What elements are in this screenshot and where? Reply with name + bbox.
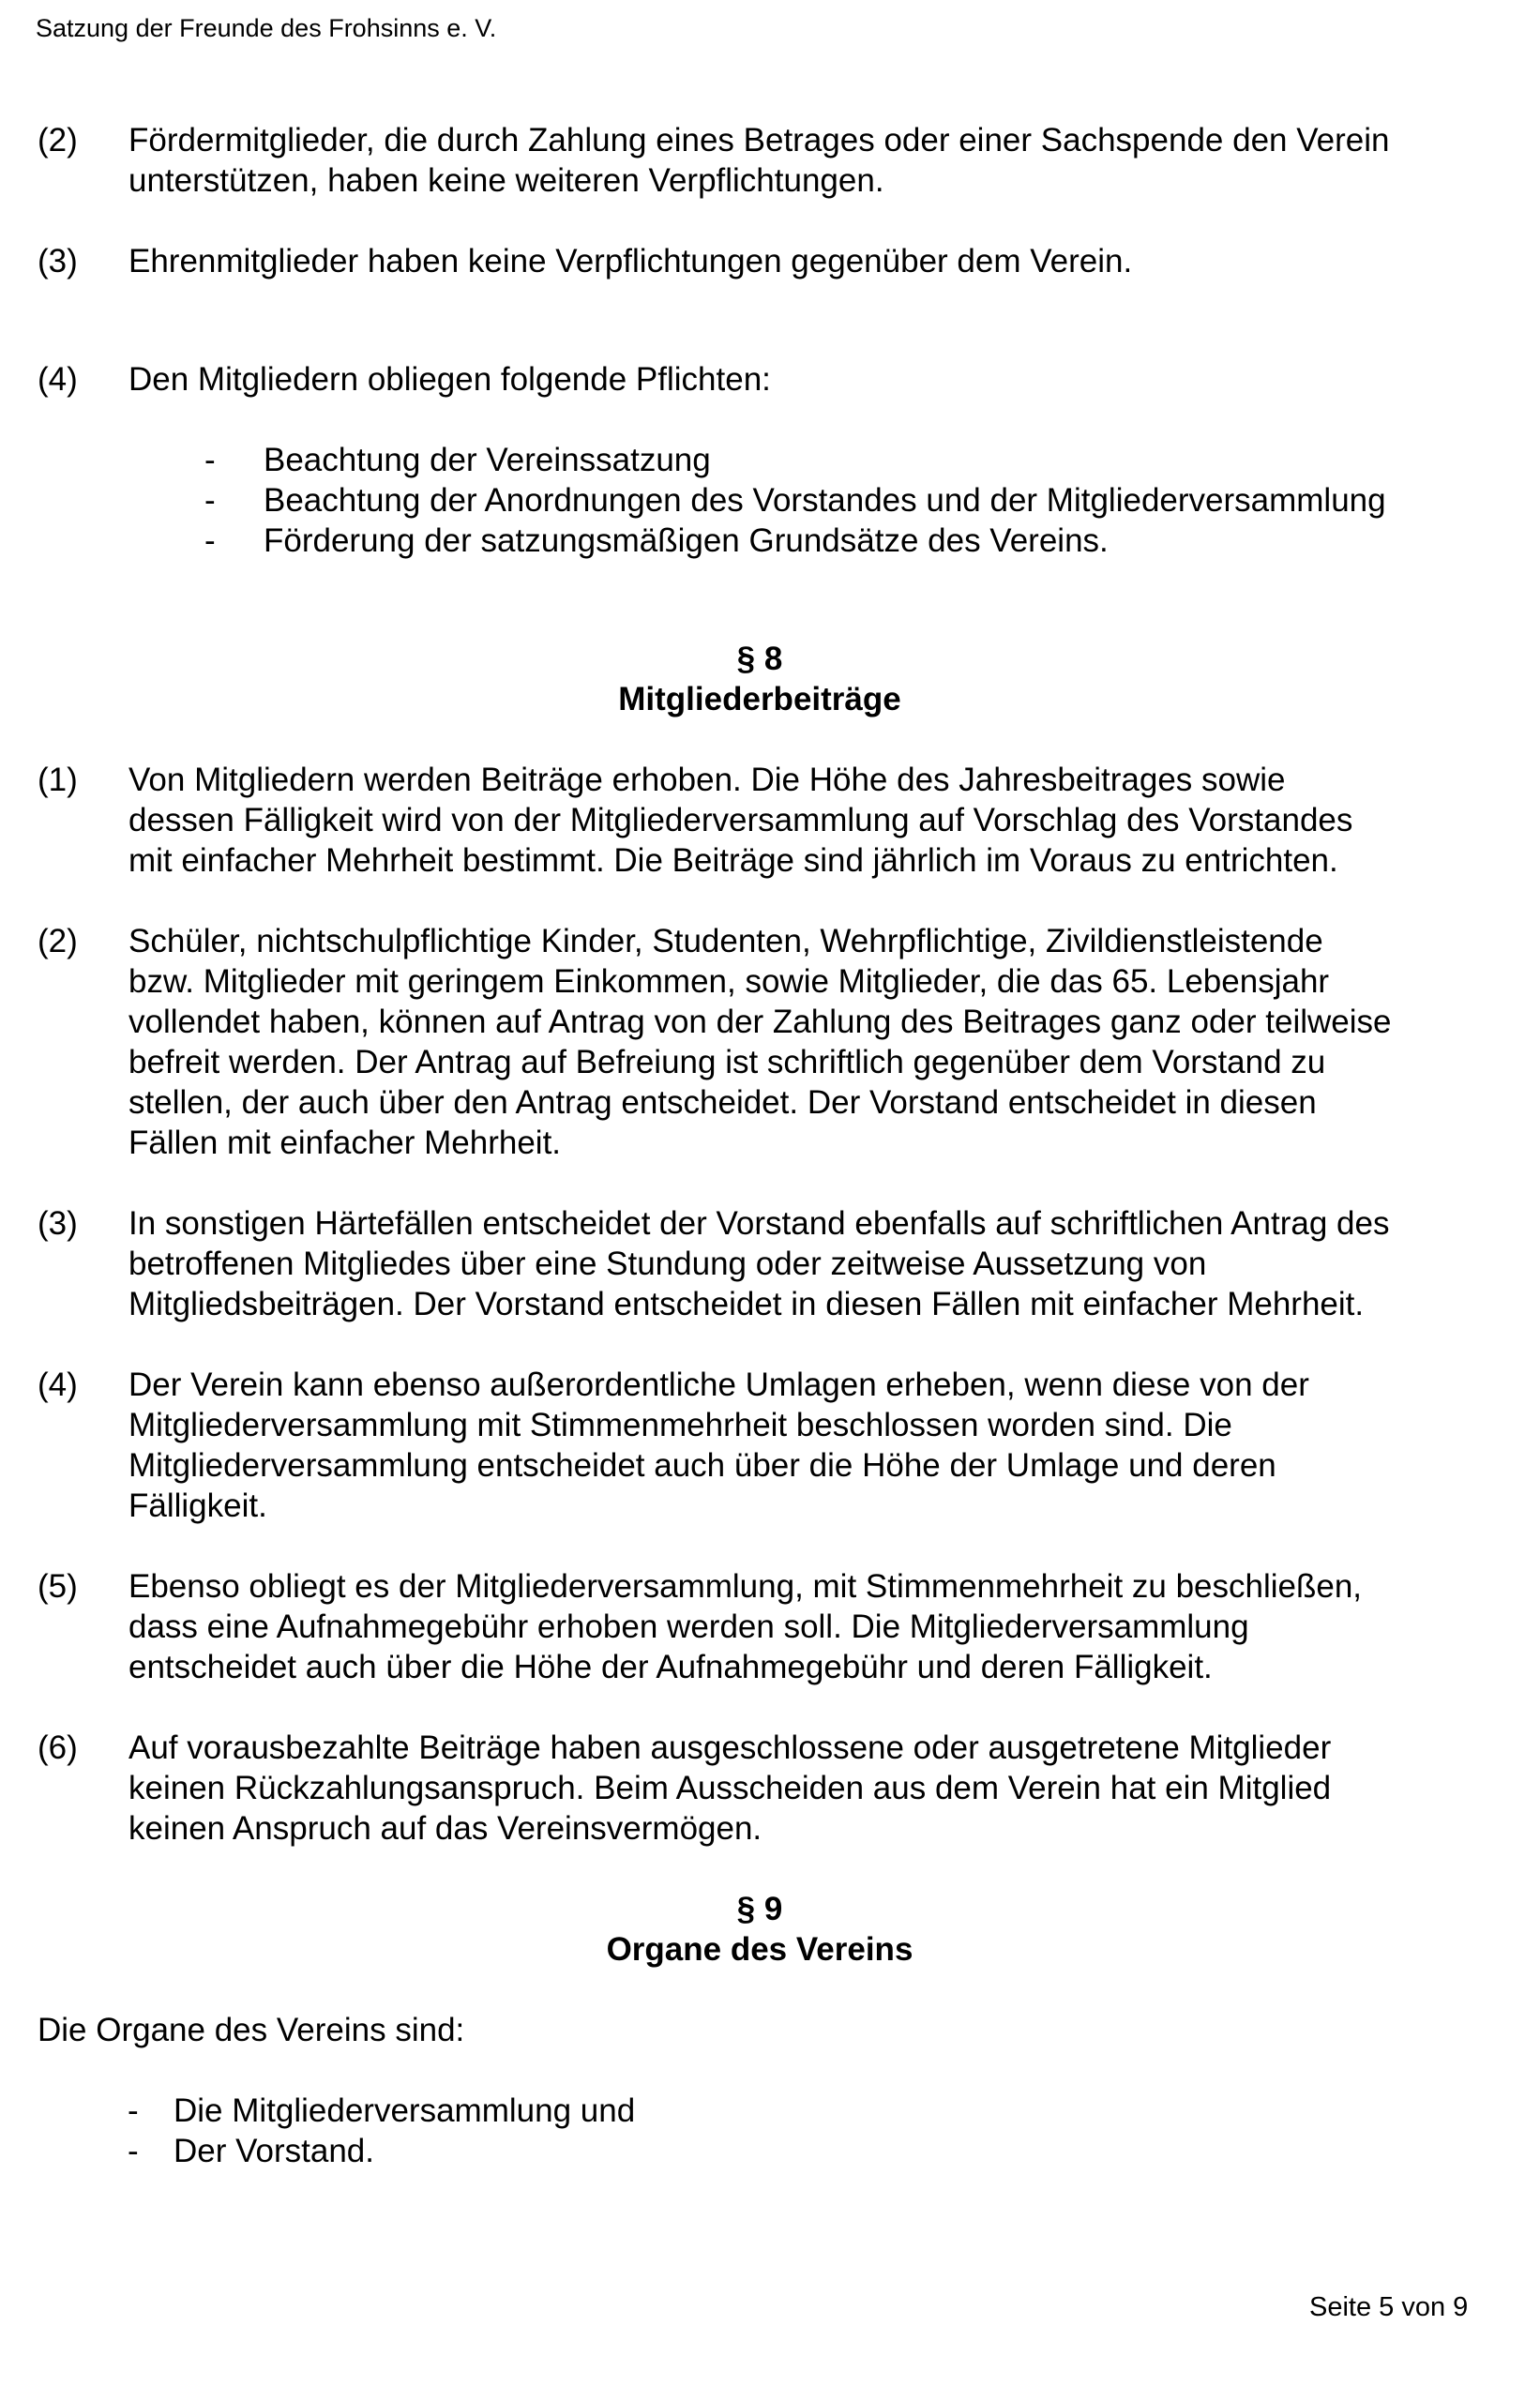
- list-item: [204, 440, 1482, 480]
- paragraph-8-5: [38, 1566, 1482, 1687]
- list-item: [204, 480, 1482, 521]
- paragraph-8-2: [38, 921, 1482, 1163]
- page-number: Seite 5 von 9: [1309, 2292, 1469, 2322]
- section-title: Organe des Vereins: [606, 1931, 913, 1968]
- list-item: [128, 2131, 1482, 2171]
- list-item: [204, 521, 1482, 561]
- list-item-text: Die Mitgliederversammlung und: [174, 2092, 636, 2129]
- list-dash: -: [128, 2092, 139, 2129]
- paragraph-text: Schüler, nichtschulpflichtige Kinder, Studenten, Wehrpflichtige, Zivildienstleistende bzw. Mitglieder mit geringem Einkommen, sowie Mitglieder, die das 65. Lebensjahr vollendet haben, können auf Antrag von der Zahlung des Beitrages ganz oder teilweise befreit werden. Der Antrag auf Befreiung ist schriftlich gegenüber dem Vorstand zu stellen, der auch über den Antrag entscheidet. Der Vorstand entscheidet in diesen Fällen mit einfacher Mehrheit.: [128, 923, 1392, 1161]
- paragraph-number: (3): [38, 243, 78, 279]
- paragraph-text: Auf vorausbezahlte Beiträge haben ausgeschlossene oder ausgetretene Mitglieder keinen Rückzahlungsanspruch. Beim Ausscheiden aus dem Verein hat ein Mitglied keinen Anspruch auf das Vereinsvermögen.: [128, 1729, 1332, 1847]
- paragraph-7-2: [38, 120, 1482, 201]
- running-header: Satzung der Freunde des Frohsinns e. V.: [36, 14, 497, 42]
- section-number: § 9: [736, 1891, 783, 1927]
- list-item-text: Beachtung der Anordnungen des Vorstandes und der Mitgliederversammlung: [264, 482, 1386, 519]
- list-item-text: Förderung der satzungsmäßigen Grundsätze des Vereins.: [264, 522, 1109, 559]
- paragraph-8-1: [38, 760, 1482, 881]
- list-item-text: Der Vorstand.: [174, 2133, 374, 2169]
- duties-list: [204, 440, 1482, 561]
- paragraph-text: Den Mitgliedern obliegen folgende Pflichten:: [128, 361, 771, 398]
- paragraph-7-4: [38, 359, 1482, 400]
- paragraph-7-3: [38, 241, 1482, 281]
- list-dash: -: [128, 2133, 139, 2169]
- list-item-text: Beachtung der Vereinssatzung: [264, 442, 711, 478]
- list-dash: -: [204, 482, 216, 519]
- section-number: § 8: [736, 641, 783, 677]
- paragraph-number: (4): [38, 1367, 78, 1403]
- paragraph-number: (5): [38, 1568, 78, 1605]
- paragraph-8-3: [38, 1203, 1482, 1324]
- list-dash: -: [204, 442, 216, 478]
- paragraph-8-4: [38, 1365, 1482, 1526]
- section-9-heading: [38, 1889, 1482, 1970]
- paragraph-text: Ehrenmitglieder haben keine Verpflichtungen gegenüber dem Verein.: [128, 243, 1133, 279]
- page-content: [38, 120, 1482, 2171]
- paragraph-number: (2): [38, 122, 78, 159]
- section-title: Mitgliederbeiträge: [618, 681, 901, 717]
- paragraph-text: Von Mitgliedern werden Beiträge erhoben. Die Höhe des Jahresbeitrages sowie dessen Fälligkeit wird von der Mitgliederversammlung auf Vorschlag des Vorstandes mit einfacher Mehrheit bestimmt. Die Beiträge sind jährlich im Voraus zu entrichten.: [128, 762, 1353, 879]
- section-8-heading: [38, 639, 1482, 719]
- paragraph-number: (6): [38, 1729, 78, 1766]
- paragraph-number: (2): [38, 923, 78, 959]
- organs-intro: Die Organe des Vereins sind:: [38, 2012, 465, 2048]
- paragraph-number: (3): [38, 1205, 78, 1242]
- list-dash: -: [204, 522, 216, 559]
- paragraph-8-6: [38, 1728, 1482, 1849]
- organs-list: [128, 2091, 1482, 2171]
- paragraph-text: In sonstigen Härtefällen entscheidet der Vorstand ebenfalls auf schriftlichen Antrag des betroffenen Mitgliedes über eine Stundung oder zeitweise Aussetzung von Mitgliedsbeiträgen. Der Vorstand entscheidet in diesen Fällen mit einfacher Mehrheit.: [128, 1205, 1390, 1322]
- paragraph-text: Ebenso obliegt es der Mitgliederversammlung, mit Stimmenmehrheit zu beschließen, dass eine Aufnahmegebühr erhoben werden soll. Die Mitgliederversammlung entscheidet auch über die Höhe der Aufnahmegebühr und deren Fälligkeit.: [128, 1568, 1363, 1685]
- list-item: [128, 2091, 1482, 2131]
- paragraph-number: (1): [38, 762, 78, 798]
- paragraph-number: (4): [38, 361, 78, 398]
- paragraph-text: Der Verein kann ebenso außerordentliche Umlagen erheben, wenn diese von der Mitgliederversammlung mit Stimmenmehrheit beschlossen worden sind. Die Mitgliederversammlung entscheidet auch über die Höhe der Umlage und deren Fälligkeit.: [128, 1367, 1309, 1524]
- paragraph-text: Fördermitglieder, die durch Zahlung eines Betrages oder einer Sachspende den Verein unterstützen, haben keine weiteren Verpflichtungen.: [128, 122, 1390, 199]
